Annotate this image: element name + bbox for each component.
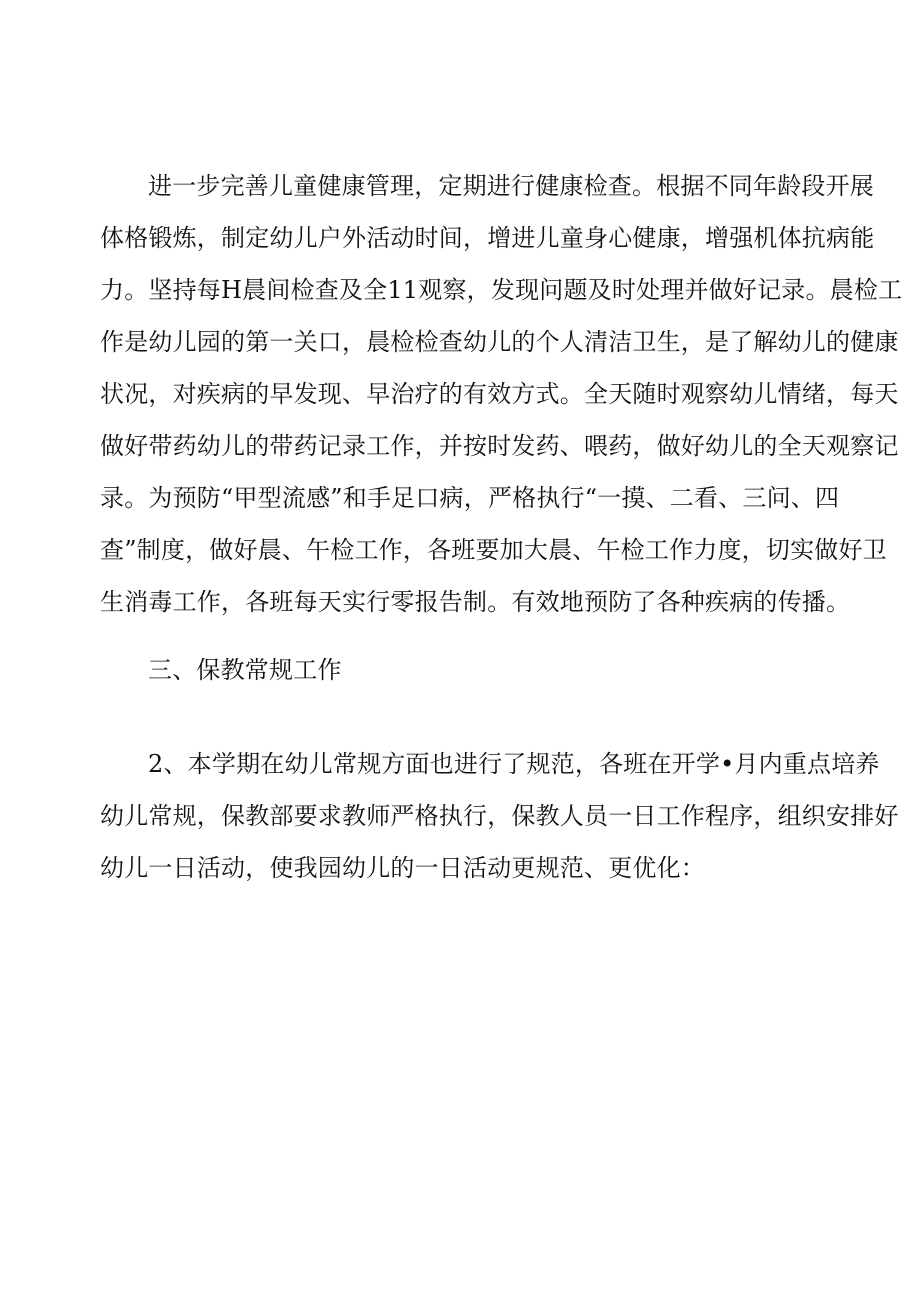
paragraph-line: 2、本学期在幼儿常规方面也进行了规范，各班在开学•月内重点培养	[148, 750, 880, 778]
paragraph-line: 做好带药幼儿的带药记录工作，并按时发药、喂药，做好幼儿的全天观察记	[100, 432, 899, 460]
paragraph-line: 生消毒工作，各班每天实行零报告制。有效地预防了各种疾病的传播。	[100, 588, 851, 616]
paragraph-line: 查”制度，做好晨、午检工作，各班要加大晨、午检工作力度，切实做好卫	[100, 536, 887, 564]
paragraph-line: 幼儿常规，保教部要求教师严格执行，保教人员一日工作程序，组织安排好	[100, 802, 899, 830]
paragraph-line: 状况，对疾病的早发现、早治疗的有效方式。全天随时观察幼儿情绪，每天	[100, 380, 899, 408]
section-heading: 三、保教常规工作	[148, 656, 342, 684]
paragraph-line: 进一步完善儿童健康管理，定期进行健康检查。根据不同年龄段开展	[148, 172, 874, 200]
paragraph-line: 录。为预防“甲型流感”和手足口病，严格执行“一摸、二看、三问、四	[100, 484, 840, 512]
paragraph-line: 幼儿一日活动，使我园幼儿的一日活动更规范、更优化：	[100, 854, 705, 882]
paragraph-line: 力。坚持每H晨间检查及全11观察，发现问题及时处理并做好记录。晨检工	[100, 276, 903, 304]
paragraph-line: 体格锻炼，制定幼儿户外活动时间，增进儿童身心健康，增强机体抗病能	[100, 224, 875, 252]
paragraph-line: 作是幼儿园的第一关口，晨检检查幼儿的个人清洁卫生，是了解幼儿的健康	[100, 328, 899, 356]
